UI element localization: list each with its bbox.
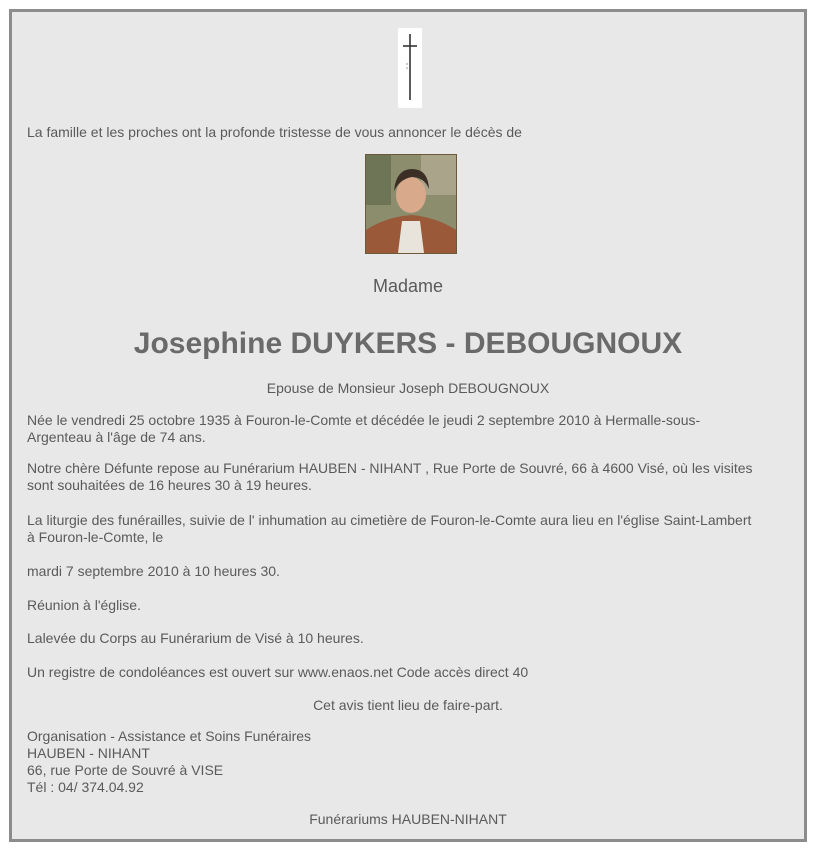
register-text: Un registre de condoléances est ouvert sur www.enaos.net Code accès direct 40	[27, 664, 529, 680]
cross-emblem	[398, 28, 422, 108]
intro-text: La famille et les proches ont la profonde tristesse de vous annoncer le décès de	[27, 124, 522, 140]
deceased-name: Josephine DUYKERS - DEBOUGNOUX	[133, 327, 683, 360]
liturgy-paragraph: La liturgie des funérailles, suivie de l' inhumation au cimetière de Fouron-le-Comte aura lieu en l'église Saint-Lambert à Fouron-le-Comte, le	[27, 512, 752, 545]
levee-text: Lalevée du Corps au Funérarium de Visé à 10 heures.	[27, 630, 364, 646]
obituary-card	[9, 9, 807, 842]
spouse-line: Epouse de Monsieur Joseph DEBOUGNOUX	[266, 380, 550, 396]
cross-icon	[398, 28, 422, 108]
organisation-block: Organisation - Assistance et Soins Funéraires HAUBEN - NIHANT 66, rue Porte de Souvré à VISE Tél : 04/ 374.04.92	[27, 728, 312, 795]
notice-text: Cet avis tient lieu de faire-part.	[313, 697, 503, 713]
honorific: Madame	[372, 276, 444, 296]
rest-paragraph: Notre chère Défunte repose au Funérarium HAUBEN - NIHANT , Rue Porte de Souvré, 66 à 4600 Visé, où les visites sont souhaitées de 16 heures 30 à 19 heures.	[27, 460, 753, 493]
ceremony-date: mardi 7 septembre 2010 à 10 heures 30.	[27, 563, 280, 579]
deceased-photo	[365, 154, 457, 254]
birth-death-paragraph: Née le vendredi 25 octobre 1935 à Fouron-le-Comte et décédée le jeudi 2 septembre 2010 à Hermalle-sous- Argenteau à l'âge de 74 ans.	[27, 412, 701, 445]
meeting-text: Réunion à l'église.	[27, 597, 141, 613]
footer-text: Funérariums HAUBEN-NIHANT	[309, 811, 507, 827]
